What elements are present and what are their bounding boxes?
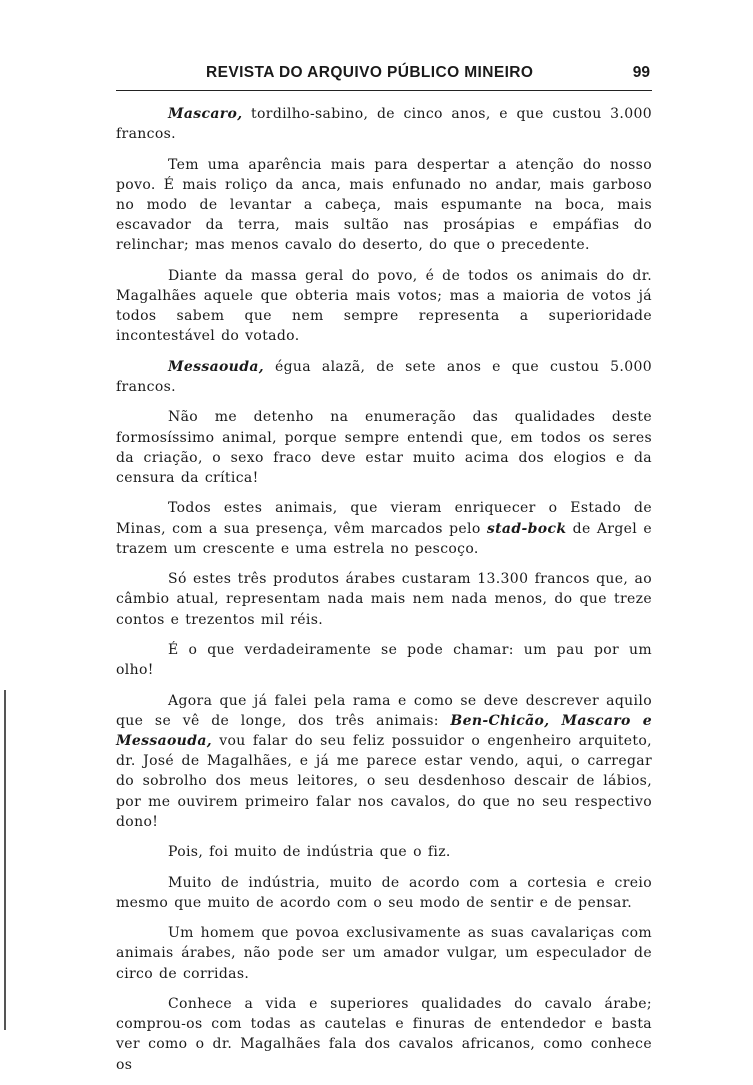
paragraph-branding	[116, 498, 652, 559]
horse-name-messaouda: Messaouda,	[168, 358, 264, 375]
paragraph-qualities: Não me detenho na enumeração das qualidades deste formosíssimo animal, porque sempre entendi que, em todos os seres da criação, o sexo fraco deve estar muito acima dos elogios e da censura da crítica!	[116, 409, 652, 486]
horse-name-mascaro: Mascaro,	[168, 106, 243, 122]
paragraph-mascaro	[116, 104, 652, 144]
paragraph-text: Todos estes animais, que vieram enriquecer o Estado de Minas, com a sua presença, vêm marcados pelo	[116, 500, 652, 537]
page-header	[116, 64, 652, 91]
paragraph-text: de Argel e trazem um crescente e uma estrela no pescoço.	[116, 520, 652, 557]
paragraph-knowledge: Conhece a vida e superiores qualidades do cavalo árabe; comprou-os com todas as cautelas e finuras de entendedor e basta ver como o dr. Magalhães fala dos cavalos africanos, como conhece os	[116, 995, 652, 1073]
paragraph-cost: Só estes três produtos árabes custaram 13.300 francos que, ao câmbio atual, representam nada mais nem nada menos, do que treze contos e trezentos mil réis.	[116, 571, 652, 628]
article-body	[116, 104, 652, 1085]
paragraph-text: égua alazã, de sete anos e que custou 5.000 francos.	[116, 358, 652, 395]
paragraph-saying: É o que verdadeiramente se pode chamar: um pau por um olho!	[116, 641, 652, 679]
page-edge-shadow	[4, 690, 6, 1030]
paragraph-text: Agora que já falei pela rama e como se deve descrever aquilo que se vê de longe, dos três animais:	[116, 692, 652, 729]
stad-bock-term: stad-bock	[486, 520, 567, 537]
paragraph-appearance: Tem uma aparência mais para despertar a atenção do nosso povo. É mais roliço da anca, mais enfunado no andar, mais garboso no modo de levantar a cabeça, mais espumante na boca, mais escavador da terra, mais sultão nas prosápias e empáfias do relinchar; mas menos cavalo do deserto, do que o precedente.	[116, 156, 652, 254]
paragraph-courtesy: Muito de indústria, muito de acordo com a cortesia e creio mesmo que muito de acordo com o seu modo de sentir e de pensar.	[116, 874, 652, 911]
paragraph-stables: Um homem que povoa exclusivamente as suas cavalariças com animais árabes, não pode ser um amador vulgar, um especulador de circo de corridas.	[116, 925, 652, 982]
running-title: REVISTA DO ARQUIVO PÚBLICO MINEIRO	[206, 64, 534, 81]
paragraph-text: tordilho-sabino, de cinco anos, e que custou 3.000 francos.	[116, 106, 652, 143]
page-number: 99	[632, 64, 650, 81]
paragraph-owner	[116, 691, 652, 832]
paragraph-text: vou falar do seu feliz possuidor o engenheiro arquiteto, dr. José de Magalhães, e já me parece estar vendo, aqui, o carregar do sobrolho dos meus leitores, o seu desdenhoso descair de lábios, por me ouvirem primeiro falar nos cavalos, do que no seu respectivo dono!	[116, 732, 652, 830]
paragraph-industry: Pois, foi muito de indústria que o fiz.	[168, 844, 451, 861]
horse-names-list: Ben-Chicão, Mascaro e Messaouda,	[116, 712, 652, 749]
paragraph-messaouda	[116, 357, 652, 397]
paragraph-votes: Diante da massa geral do povo, é de todos os animais do dr. Magalhães aquele que obteria mais votos; mas a maioria de votos já todos sabem que nem sempre representa a superioridade incontestável do votado.	[116, 267, 652, 345]
